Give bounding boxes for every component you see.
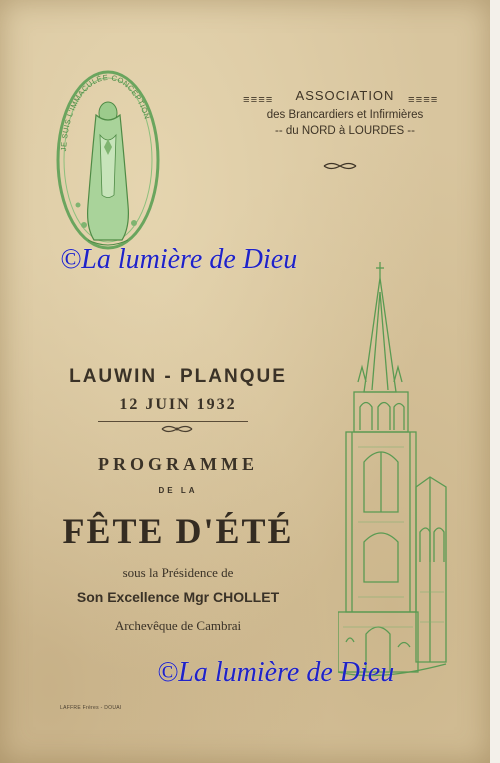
association-title: ASSOCIATION — [295, 88, 395, 103]
divider-rule — [98, 421, 248, 422]
programme-heading: PROGRAMME — [98, 454, 258, 474]
fete-title: FÊTE D'ÉTÉ — [62, 511, 294, 551]
virgin-mary-medallion — [48, 55, 168, 255]
presidence-line: sous la Présidence de — [122, 565, 234, 580]
watermark-top: ©La lumière de Dieu — [60, 244, 298, 275]
church-illustration — [338, 262, 450, 688]
printer-mark: LAFFRE Frères - DOUAI — [60, 705, 122, 711]
watermark-bottom: ©La lumière de Dieu — [157, 657, 395, 688]
association-subtitle: des Brancardiers et Infirmières — [266, 109, 424, 121]
association-right-dashes: ≡≡≡≡ — [408, 95, 439, 107]
dignitary-role: Archevêque de Cambrai — [114, 618, 242, 633]
association-header — [230, 88, 460, 137]
dignitary-name: Son Excellence Mgr CHOLLET — [76, 589, 280, 605]
association-left-dashes: ≡≡≡≡ — [243, 95, 274, 107]
event-date: 12 JUIN 1932 — [119, 396, 237, 413]
association-ornament — [322, 162, 358, 170]
date-ornament — [160, 424, 194, 434]
programme-de-la: DE LA — [158, 486, 198, 495]
event-place: LAUWIN - PLANQUE — [69, 366, 287, 387]
medallion-inscription: JE SUIS L'IMMACULÉE CONCEPTION — [59, 72, 152, 152]
association-region: -- du NORD à LOURDES -- — [275, 125, 415, 137]
scan-margin — [490, 0, 500, 763]
